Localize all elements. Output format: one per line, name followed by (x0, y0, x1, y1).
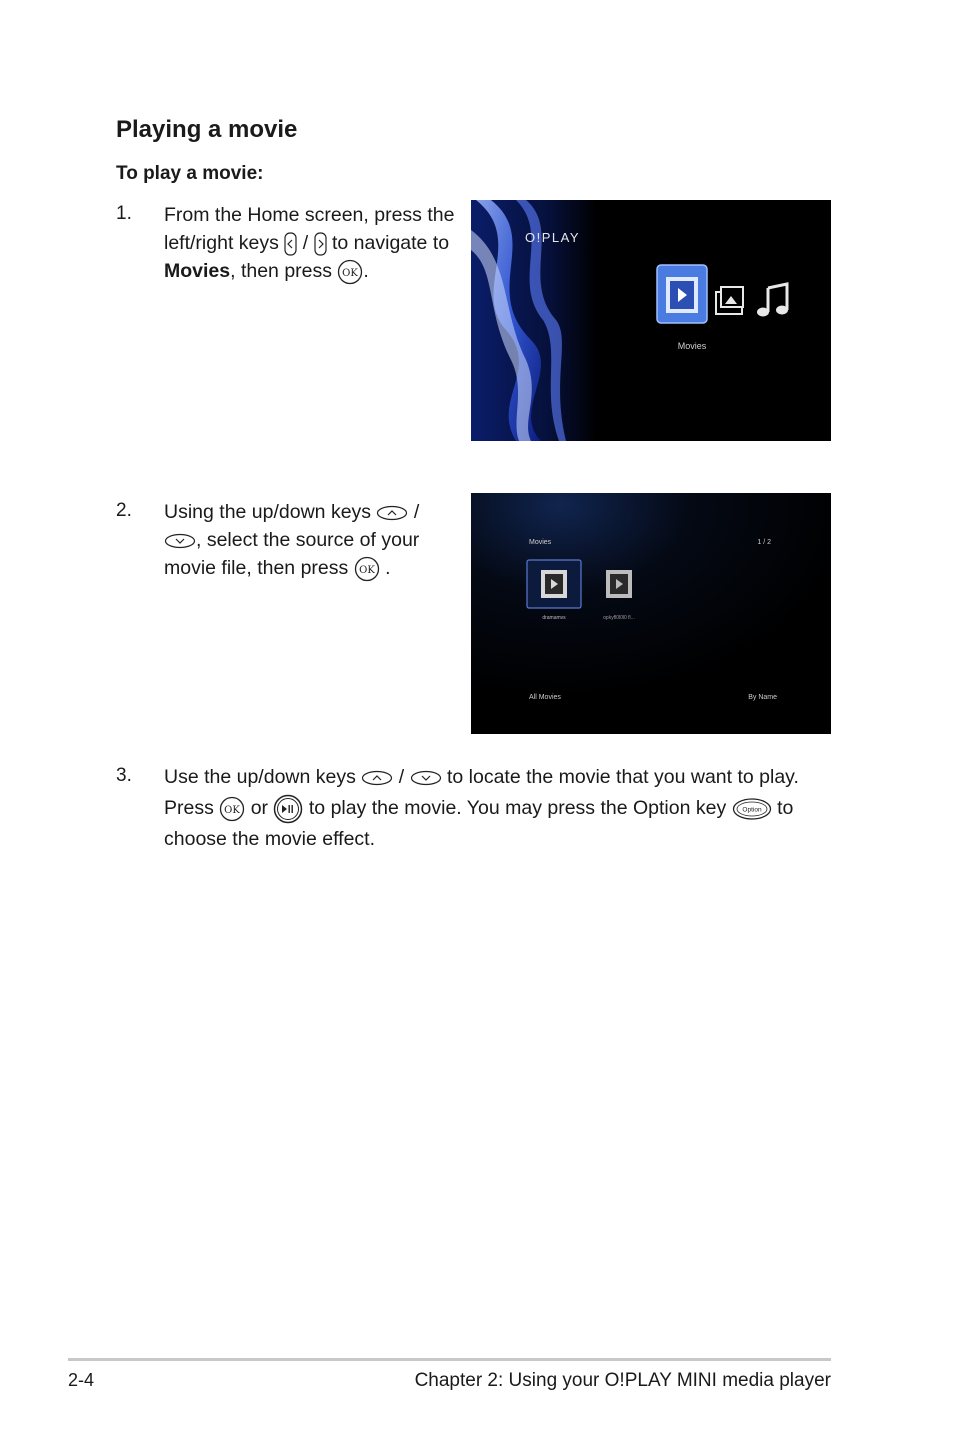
selected-menu-label: Movies (677, 341, 707, 351)
step-3-text: Use the up/down keys / to locate the movie that you want to play. Press OK or to play the movie. You may press the Option key Option to choose the movie effect. (164, 766, 799, 850)
svg-text:Option: Option (742, 806, 762, 814)
ok-key-icon (354, 556, 380, 582)
ok-key-icon (219, 796, 245, 822)
up-key-icon (361, 770, 393, 786)
procedure-title: To play a movie: (116, 163, 264, 184)
movies-source-screenshot (471, 493, 831, 734)
svg-text:OK: OK (224, 804, 241, 816)
movies-term: Movies (164, 260, 231, 282)
screen-page-indicator: 1 / 2 (757, 539, 771, 546)
movie-film-icon (541, 570, 567, 598)
oplay-logo: O!PLAY (525, 230, 581, 245)
down-key-icon (164, 533, 196, 549)
right-key-icon (314, 232, 327, 256)
option-key-icon (732, 796, 772, 822)
source-item-label: opkyfl0l0l0 fl... (603, 615, 635, 621)
svg-text:OK: OK (342, 267, 359, 279)
movie-film-icon (606, 570, 632, 598)
up-key-icon (376, 505, 408, 521)
chapter-title: Chapter 2: Using your O!PLAY MINI media player (414, 1370, 831, 1391)
ok-key-icon (337, 259, 363, 285)
screen-footer-filter: All Movies (529, 694, 561, 701)
page-number: 2-4 (68, 1370, 95, 1390)
source-item-label: dramamvs (542, 615, 566, 621)
step-2-text: Using the up/down keys / , select the source of your movie file, then press OK . (164, 498, 454, 582)
step-1-number: 1. (116, 203, 132, 224)
movie-film-icon (666, 277, 698, 313)
down-key-icon (410, 770, 442, 786)
play-pause-key-icon (273, 794, 303, 824)
step-1-text: From the Home screen, press the left/right keys / to navigate to Movies, then press OK . (164, 201, 464, 285)
home-screen-screenshot (471, 200, 831, 441)
left-key-icon (284, 232, 297, 256)
footer-divider (68, 1358, 831, 1361)
svg-text:OK: OK (358, 564, 375, 576)
screen-footer-sort: By Name (748, 694, 777, 701)
screen-header-title: Movies (529, 539, 552, 546)
step-2-number: 2. (116, 500, 132, 521)
page-title: Playing a movie (116, 116, 298, 143)
step-3-number: 3. (116, 765, 132, 786)
